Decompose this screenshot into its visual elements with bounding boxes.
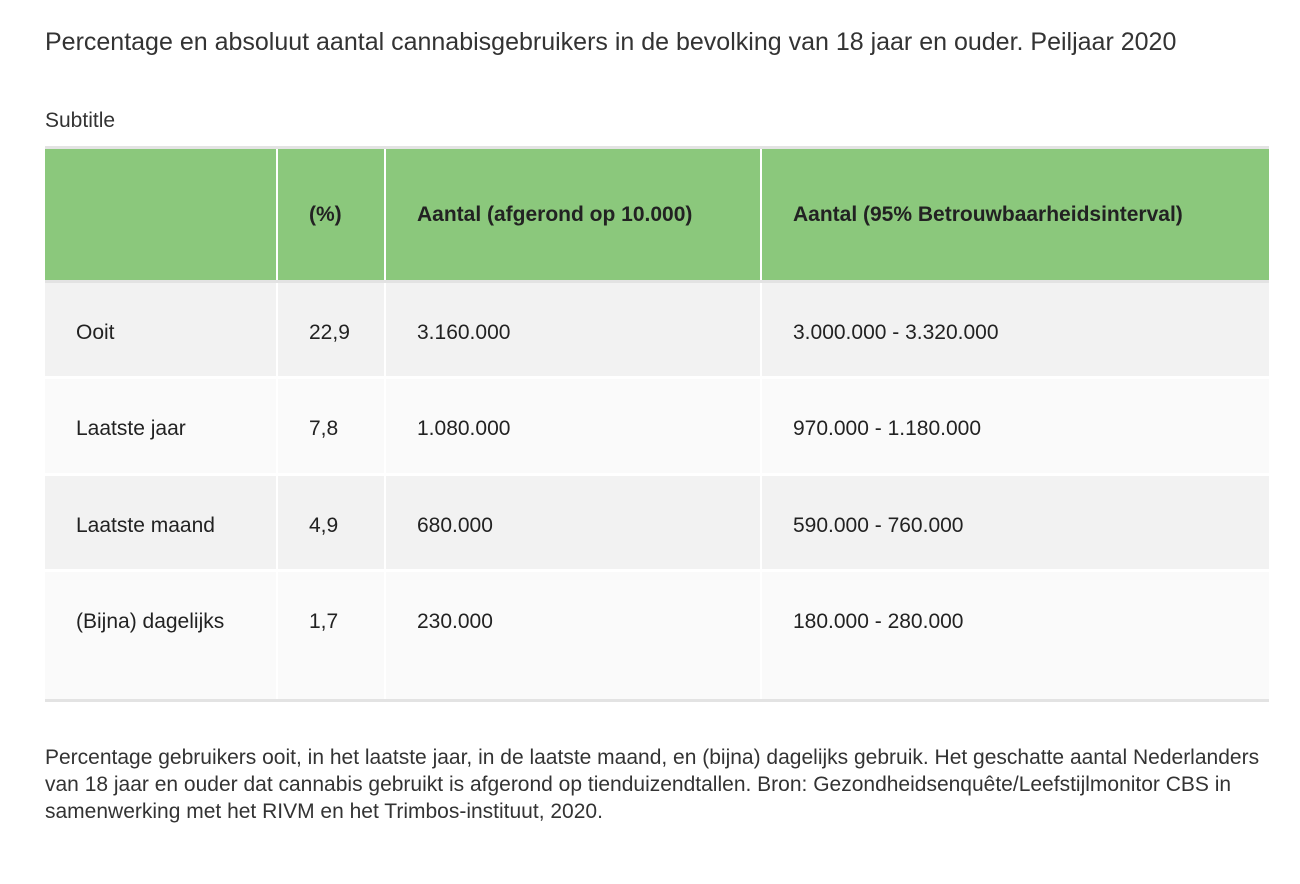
header-cell-confidence-interval: Aantal (95% Betrouwbaarheidsinterval) bbox=[761, 148, 1269, 282]
percentage-value: 22,9 bbox=[277, 282, 385, 378]
header-cell-count: Aantal (afgerond op 10.000) bbox=[385, 148, 761, 282]
percentage-value: 7,8 bbox=[277, 378, 385, 475]
page-title: Percentage en absoluut aantal cannabisgebruikers in de bevolking van 18 jaar en ouder. Peiljaar 2020 bbox=[45, 28, 1177, 56]
table-subtitle: Subtitle bbox=[45, 109, 116, 132]
confidence-interval-value: 970.000 - 1.180.000 bbox=[761, 378, 1269, 475]
table-row bbox=[45, 571, 1269, 701]
confidence-interval-value: 3.000.000 - 3.320.000 bbox=[761, 282, 1269, 378]
count-value: 3.160.000 bbox=[385, 282, 761, 378]
count-value: 230.000 bbox=[385, 571, 761, 701]
table-row bbox=[45, 282, 1269, 378]
row-label: Ooit bbox=[45, 282, 277, 378]
cannabis-users-table bbox=[45, 146, 1269, 702]
page bbox=[45, 0, 1269, 846]
count-value: 1.080.000 bbox=[385, 378, 761, 475]
table-row bbox=[45, 378, 1269, 475]
table-row bbox=[45, 475, 1269, 571]
percentage-value: 4,9 bbox=[277, 475, 385, 571]
table-header-row bbox=[45, 148, 1269, 282]
row-label: Laatste maand bbox=[45, 475, 277, 571]
header-cell-percentage: (%) bbox=[277, 148, 385, 282]
confidence-interval-value: 180.000 - 280.000 bbox=[761, 571, 1269, 701]
row-label: (Bijna) dagelijks bbox=[45, 571, 277, 701]
count-value: 680.000 bbox=[385, 475, 761, 571]
percentage-value: 1,7 bbox=[277, 571, 385, 701]
row-label: Laatste jaar bbox=[45, 378, 277, 475]
confidence-interval-value: 590.000 - 760.000 bbox=[761, 475, 1269, 571]
source-footnote: Percentage gebruikers ooit, in het laatste jaar, in de laatste maand, en (bijna) dagelijks gebruik. Het geschatte aantal Nederlanders van 18 jaar en ouder dat cannabis gebruikt is afgerond op tienduizendtallen. Bron: Gezondheidsenquête/Leefstijlmonitor CBS in samenwerking met het RIVM en het Trimbos-instituut, 2020. bbox=[45, 746, 1260, 823]
header-cell-category bbox=[45, 148, 277, 282]
